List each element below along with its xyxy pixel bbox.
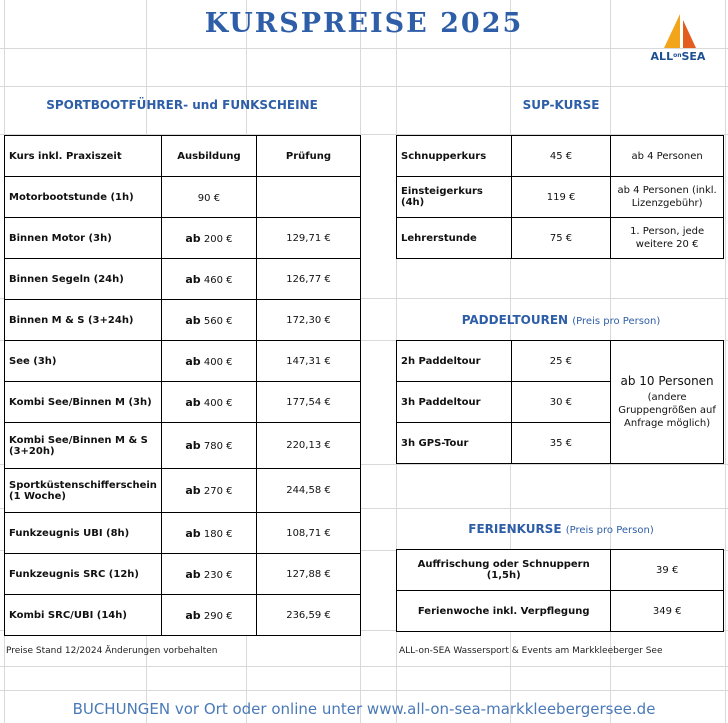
ferien-subtitle: (Preis pro Person) (565, 525, 654, 536)
course-name: Funkzeugnis SRC (12h) (5, 554, 162, 595)
table-row (397, 550, 724, 591)
course-price: 119 € (511, 177, 610, 218)
sportboot-heading: SPORTBOOTFÜHRER- und FUNKSCHEINE (46, 98, 318, 112)
paddel-group-note (611, 341, 724, 464)
paddel-title: PADDELTOUREN (461, 313, 569, 327)
sup-heading: SUP-KURSE (522, 98, 600, 112)
ferien-heading (396, 522, 726, 536)
table-row (5, 513, 361, 554)
course-name: Binnen Segeln (24h) (5, 259, 162, 300)
course-name: Funkzeugnis UBI (8h) (5, 513, 162, 554)
company-info: ALL-on-SEA Wassersport & Events am Markkleeberger See (399, 646, 663, 656)
exam-fee: 129,71 € (256, 218, 360, 259)
exam-fee: 177,54 € (256, 382, 360, 423)
course-price: 75 € (511, 218, 610, 259)
training-price: ab 200 € (161, 218, 256, 259)
training-price: ab 290 € (161, 595, 256, 636)
table-row (5, 469, 361, 513)
table-header-row (5, 136, 361, 177)
course-name: Auffrischung oder Schnuppern (1,5h) (397, 550, 611, 591)
sup-table (396, 135, 724, 259)
course-name: See (3h) (5, 341, 162, 382)
course-price: 25 € (511, 341, 610, 382)
course-name: Kombi SRC/UBI (14h) (5, 595, 162, 636)
course-name: Sportküstenschifferschein (1 Woche) (5, 469, 162, 513)
sail-icon (640, 10, 716, 54)
ferien-table (396, 549, 724, 632)
course-name: Einsteigerkurs (4h) (397, 177, 512, 218)
table-row (397, 591, 724, 632)
course-name: Lehrerstunde (397, 218, 512, 259)
course-name: Kombi See/Binnen M (3h) (5, 382, 162, 423)
course-name: Binnen M & S (3+24h) (5, 300, 162, 341)
course-name: Motorbootstunde (1h) (5, 177, 162, 218)
exam-fee: 220,13 € (256, 423, 360, 469)
table-row (5, 554, 361, 595)
booking-banner: BUCHUNGEN vor Ort oder online unter www.all-on-sea-markkleebergersee.de (72, 700, 656, 718)
training-price: ab 270 € (161, 469, 256, 513)
table-row (5, 300, 361, 341)
group-size: ab 10 Personen (620, 373, 714, 388)
course-price: 39 € (611, 550, 724, 591)
all-on-sea-logo (640, 10, 716, 66)
course-name: 3h GPS-Tour (397, 423, 512, 464)
sportboot-table (4, 135, 361, 636)
course-name: Schnupperkurs (397, 136, 512, 177)
course-price: 45 € (511, 136, 610, 177)
training-price: ab 230 € (161, 554, 256, 595)
paddel-subtitle: (Preis pro Person) (572, 316, 661, 327)
price-disclaimer: Preise Stand 12/2024 Änderungen vorbehalten (6, 646, 218, 656)
exam-fee: 126,77 € (256, 259, 360, 300)
course-price: 349 € (611, 591, 724, 632)
training-price: ab 560 € (161, 300, 256, 341)
exam-fee: 244,58 € (256, 469, 360, 513)
training-price: ab 780 € (161, 423, 256, 469)
group-size-hint: (andere Gruppengrößen auf Anfrage möglich) (618, 391, 716, 429)
course-note: ab 4 Personen (inkl. Lizenzgebühr) (611, 177, 724, 218)
logo-text: $ALL^{on}SEA$ (650, 50, 706, 63)
table-row (5, 341, 361, 382)
course-price: 35 € (511, 423, 610, 464)
table-row (5, 382, 361, 423)
course-note: ab 4 Personen (611, 136, 724, 177)
table-row (397, 177, 724, 218)
course-name: Kombi See/Binnen M & S (3+20h) (5, 423, 162, 469)
training-price: 90 € (161, 177, 256, 218)
training-price: ab 460 € (161, 259, 256, 300)
table-row (5, 259, 361, 300)
table-row (5, 177, 361, 218)
training-price: ab 400 € (161, 382, 256, 423)
col-exam-header: Prüfung (256, 136, 360, 177)
course-name: 2h Paddeltour (397, 341, 512, 382)
table-row (5, 423, 361, 469)
exam-fee: 172,30 € (256, 300, 360, 341)
table-row (5, 595, 361, 636)
course-name: Binnen Motor (3h) (5, 218, 162, 259)
course-name: 3h Paddeltour (397, 382, 512, 423)
training-price: ab 400 € (161, 341, 256, 382)
exam-fee: 108,71 € (256, 513, 360, 554)
course-price: 30 € (511, 382, 610, 423)
table-row (397, 341, 724, 382)
col-course-header: Kurs inkl. Praxiszeit (5, 136, 162, 177)
exam-fee (256, 177, 360, 218)
exam-fee: 147,31 € (256, 341, 360, 382)
paddel-heading (396, 313, 726, 327)
course-name: Ferienwoche inkl. Verpflegung (397, 591, 611, 632)
col-training-header: Ausbildung (161, 136, 256, 177)
ferien-title: FERIENKURSE (468, 522, 562, 536)
training-price: ab 180 € (161, 513, 256, 554)
table-row (397, 218, 724, 259)
paddel-table (396, 340, 724, 464)
page-title: KURSPREISE 2025 (204, 8, 524, 39)
course-note: 1. Person, jede weitere 20 € (611, 218, 724, 259)
table-row (5, 218, 361, 259)
exam-fee: 236,59 € (256, 595, 360, 636)
exam-fee: 127,88 € (256, 554, 360, 595)
table-row (397, 136, 724, 177)
